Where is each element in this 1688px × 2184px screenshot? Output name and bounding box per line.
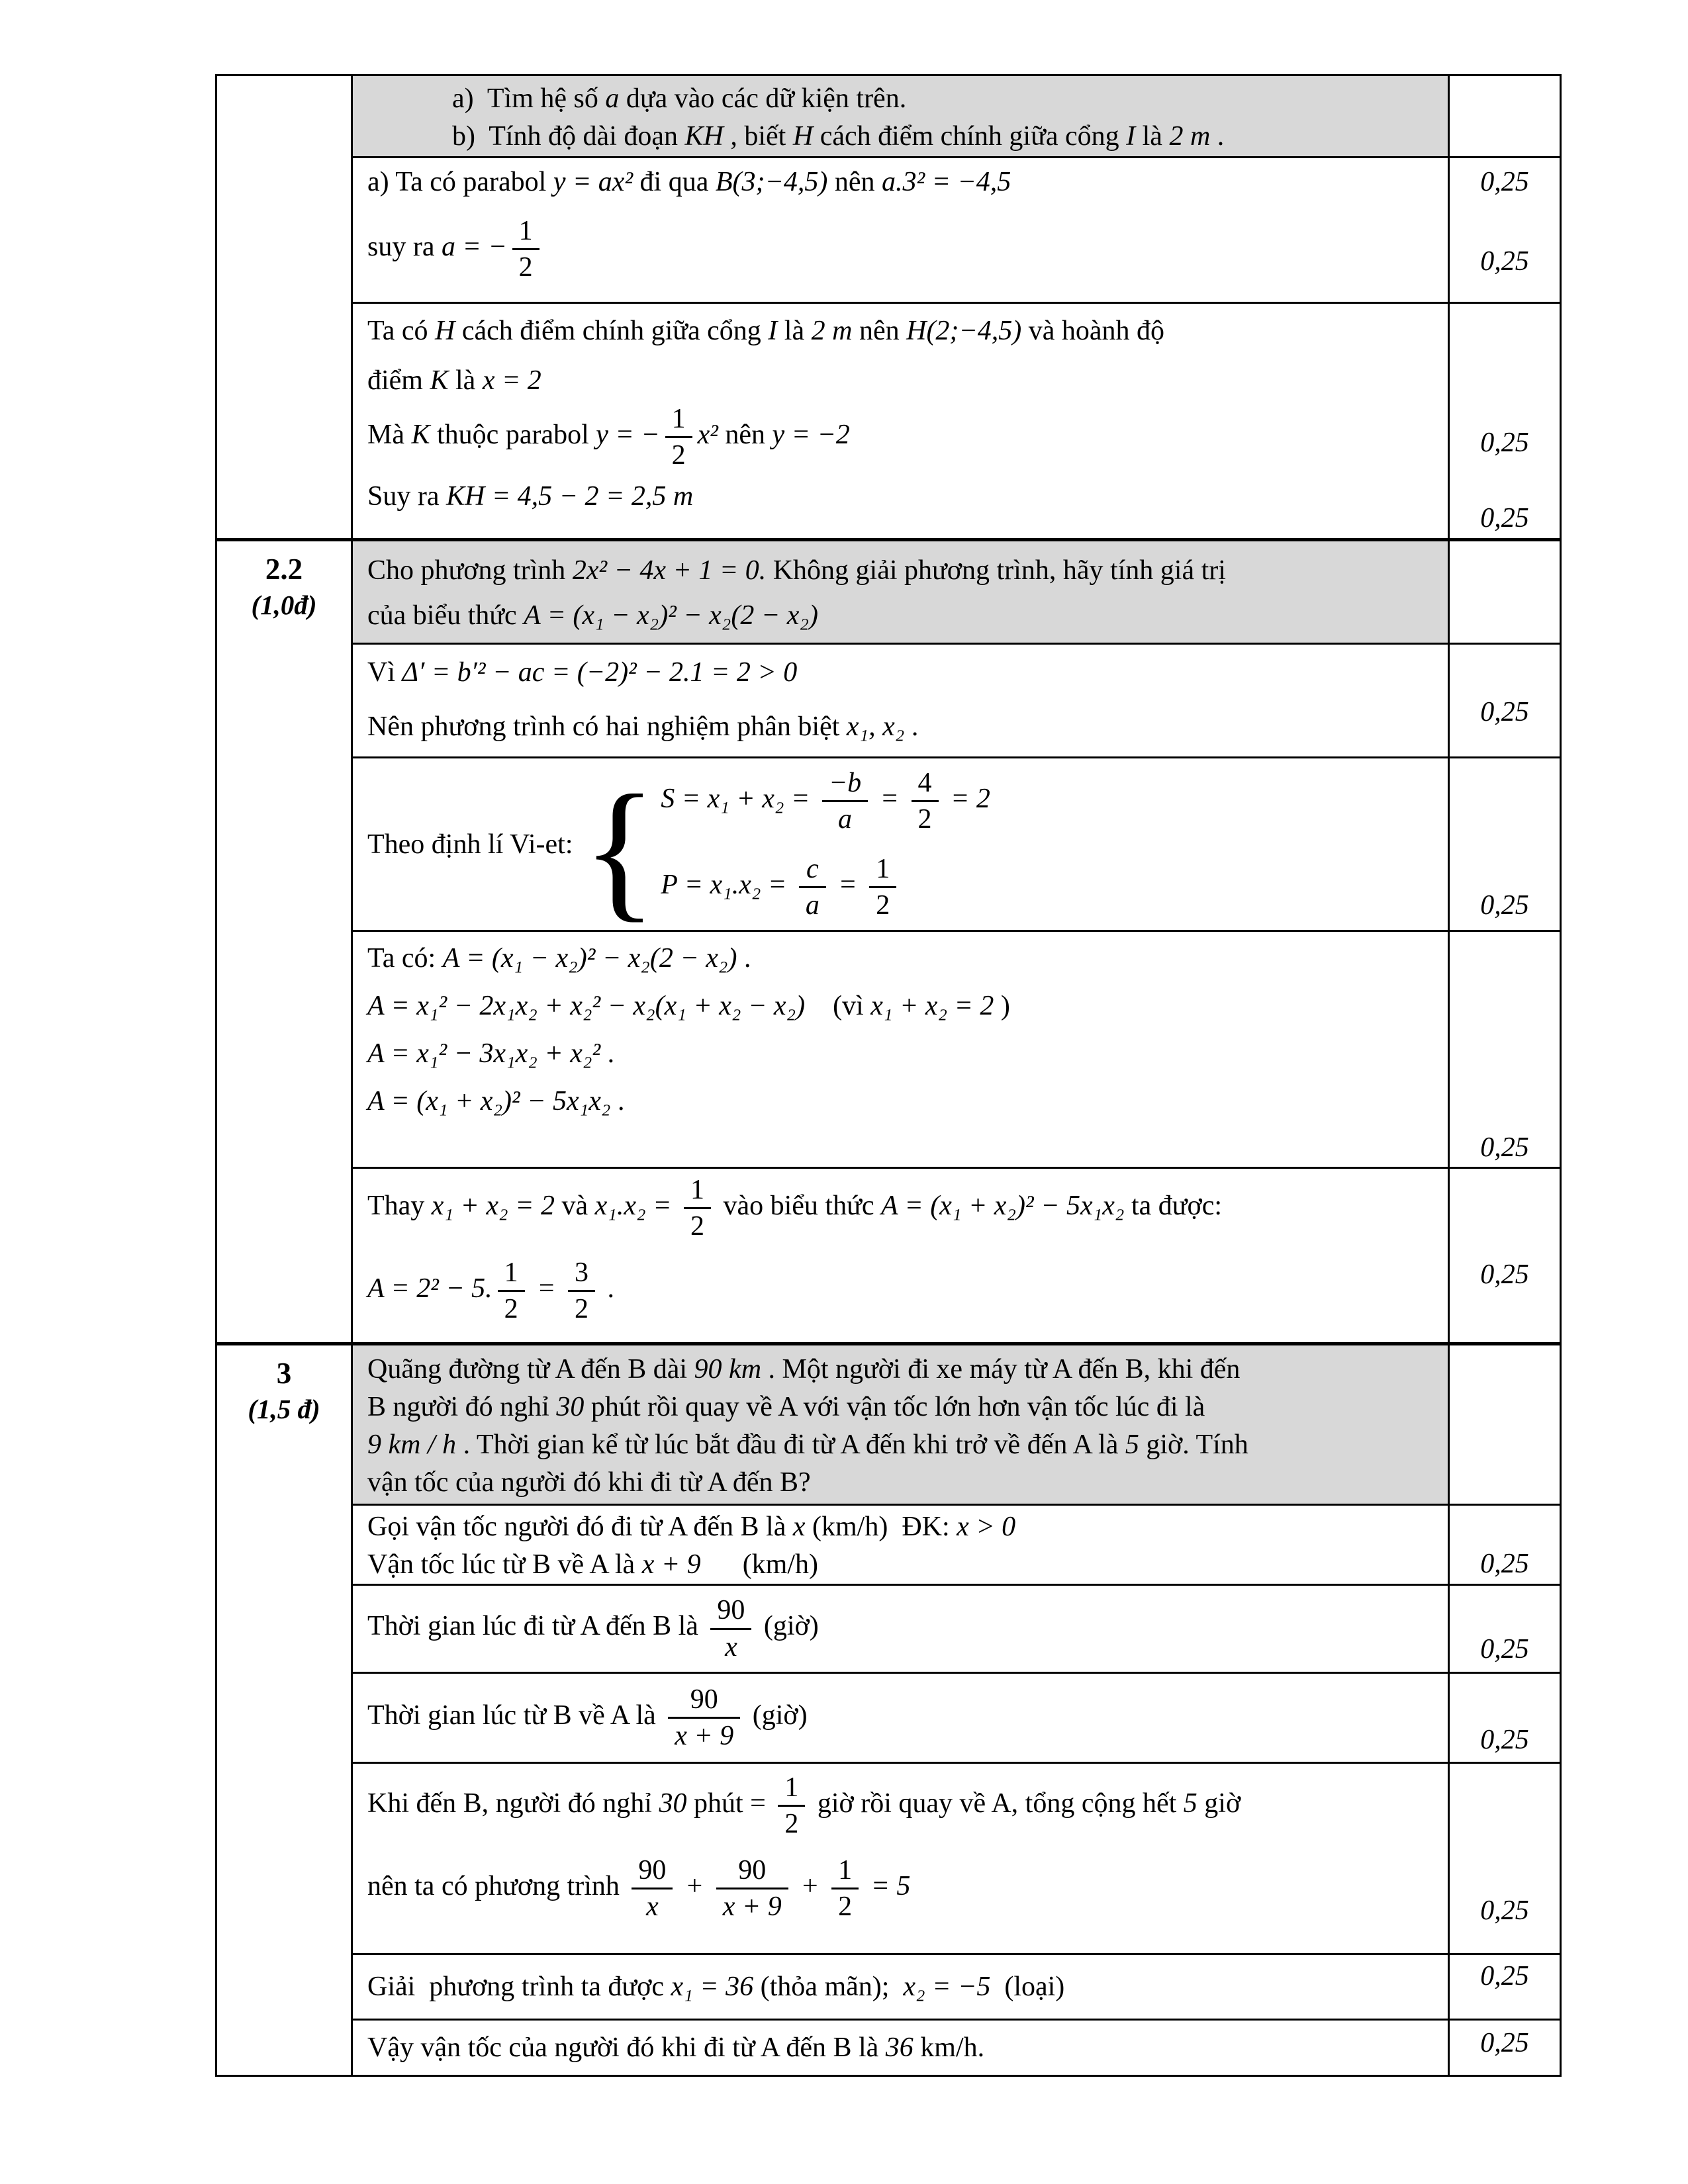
section-rows xyxy=(353,541,1560,1342)
fraction xyxy=(568,1257,595,1325)
line xyxy=(367,2032,1442,2064)
fraction-numerator: c xyxy=(799,853,826,888)
question-points: (1,5 đ) xyxy=(248,1394,320,1424)
text-segment: Ta có: xyxy=(367,943,443,974)
math-segment: x₁ + x₂ = 2 xyxy=(870,991,994,1021)
math-segment: H xyxy=(792,121,814,152)
table-row-solution xyxy=(353,1953,1560,2019)
text-segment: và xyxy=(554,1191,595,1222)
line xyxy=(367,593,1442,638)
points-cell xyxy=(1450,645,1560,756)
fraction-denominator: 2 xyxy=(876,889,890,921)
content-cell xyxy=(353,645,1450,756)
content-cell xyxy=(353,932,1450,1167)
fraction-numerator: 1 xyxy=(831,1854,859,1889)
text-segment: . xyxy=(737,943,751,974)
fraction-numerator: 1 xyxy=(684,1174,711,1209)
table-row-solution xyxy=(353,1584,1560,1672)
fraction xyxy=(710,1594,751,1662)
fraction xyxy=(512,215,539,283)
section-rows xyxy=(353,76,1560,538)
fraction-numerator: 90 xyxy=(710,1594,751,1629)
line xyxy=(367,990,1442,1022)
math-segment: K xyxy=(411,420,430,451)
section-question-2-1-continued xyxy=(217,76,1560,538)
points-cell xyxy=(1450,1506,1560,1584)
line xyxy=(367,1594,1442,1662)
math-segment: I xyxy=(768,316,778,346)
table-row-solution xyxy=(353,302,1560,538)
math-segment: 5 xyxy=(1183,1788,1197,1819)
math-segment: 90 km xyxy=(694,1354,762,1385)
math-segment: K xyxy=(430,365,449,396)
fraction-denominator: 2 xyxy=(917,804,932,835)
content-cell xyxy=(353,1586,1450,1672)
fraction-denominator: 2 xyxy=(504,1294,518,1325)
content-cell xyxy=(353,1764,1450,1953)
table-row-solution xyxy=(353,1762,1560,1953)
text-segment: Khi đến B, người đó nghỉ xyxy=(367,1788,659,1819)
math-segment: A = (x₁ − x₂)² − x₂(2 − x₂) xyxy=(442,943,737,974)
points-value: 0,25 xyxy=(1480,428,1529,458)
text-segment: của biểu thức xyxy=(367,600,524,631)
text-segment: nên xyxy=(718,420,773,451)
content-cell xyxy=(353,158,1450,302)
math-segment: KH = 4,5 − 2 = 2,5 m xyxy=(446,481,694,512)
question-number: 3 xyxy=(276,1357,292,1390)
fraction-numerator: 1 xyxy=(869,853,896,888)
math-segment: = xyxy=(530,1273,563,1304)
line xyxy=(367,480,1442,512)
points-value: 0,25 xyxy=(1480,1725,1529,1755)
text-segment: Giải phương trình ta được xyxy=(367,1972,671,2002)
math-segment: Δ′ = b′² − ac = (−2)² − 2.1 = 2 > 0 xyxy=(402,657,798,688)
math-segment: KH xyxy=(684,121,724,152)
fraction xyxy=(716,1854,788,1923)
fraction xyxy=(912,767,939,835)
line xyxy=(367,657,1442,688)
content-cell xyxy=(353,1169,1450,1342)
table-row-solution xyxy=(353,2019,1560,2075)
content-cell xyxy=(353,1506,1450,1584)
math-segment: 5 xyxy=(1125,1430,1139,1460)
line xyxy=(367,1351,1442,1388)
fraction-numerator: 3 xyxy=(568,1257,595,1292)
math-segment: 2 m xyxy=(1169,121,1211,152)
math-segment: x xyxy=(792,1512,806,1542)
math-segment: 9 km / h xyxy=(367,1430,457,1460)
points-cell xyxy=(1450,304,1560,538)
text-segment: ) xyxy=(994,991,1010,1021)
line xyxy=(367,313,1442,349)
math-segment: x > 0 xyxy=(957,1512,1016,1542)
math-segment: x + 9 xyxy=(641,1549,701,1580)
math-segment: a = − xyxy=(441,232,507,263)
text-segment: (loại) xyxy=(990,1972,1065,2002)
text-segment: cách điểm chính giữa cổng xyxy=(455,316,769,346)
question-label-cell-empty xyxy=(217,76,353,538)
line xyxy=(367,215,1442,283)
math-segment: 2 m xyxy=(811,316,853,346)
line xyxy=(367,403,1442,471)
fraction xyxy=(684,1174,711,1242)
points-cell xyxy=(1450,1764,1560,1953)
equation-system xyxy=(661,767,990,921)
table-row-solution xyxy=(353,1672,1560,1762)
points-cell xyxy=(1450,158,1560,302)
text-segment: (giờ) xyxy=(757,1611,819,1642)
text-segment: Vậy vận tốc của người đó khi đi từ A đến B là xyxy=(367,2032,886,2063)
content-cell xyxy=(353,1955,1450,2019)
math-segment: = xyxy=(873,784,906,815)
content-cell xyxy=(353,541,1450,643)
text-segment: là xyxy=(777,316,812,346)
math-segment: 30 xyxy=(556,1392,585,1422)
fraction-denominator: 2 xyxy=(690,1211,704,1242)
line xyxy=(367,942,1442,974)
math-segment: x = 2 xyxy=(482,365,541,396)
fraction-denominator: 2 xyxy=(784,1809,799,1840)
text-segment: phút = xyxy=(686,1788,773,1819)
text-segment: Theo định lí Vi-et: xyxy=(367,829,573,860)
content-cell xyxy=(353,2021,1450,2075)
math-segment: S = x₁ + x₂ = xyxy=(661,784,817,815)
text-segment: (vì xyxy=(805,991,871,1021)
text-segment: Nên phương trình có hai nghiệm phân biệt xyxy=(367,711,847,742)
math-segment: A = (x₁ − x₂)² − x₂(2 − x₂) xyxy=(524,600,818,631)
table-row-statement xyxy=(353,1345,1560,1504)
line xyxy=(661,767,990,835)
text-segment: Vận tốc lúc từ B về A là xyxy=(367,1549,642,1580)
math-segment: = 5 xyxy=(864,1871,911,1902)
table-row-solution xyxy=(353,1504,1560,1584)
text-segment: dựa vào các dữ kiện trên. xyxy=(619,83,907,114)
math-segment: x₁.x₂ = xyxy=(594,1191,679,1222)
text-segment: thuộc parabol xyxy=(430,420,596,451)
fraction xyxy=(831,1854,859,1923)
content-cell xyxy=(353,76,1450,156)
fraction-numerator: 90 xyxy=(632,1854,673,1889)
text-segment: là xyxy=(448,365,483,396)
points-cell xyxy=(1450,1169,1560,1342)
text-segment: a) Tìm hệ số xyxy=(452,83,606,114)
question-points: (1,0đ) xyxy=(251,590,317,620)
table-row-solution xyxy=(353,156,1560,302)
fraction xyxy=(498,1257,525,1325)
fraction-numerator: 1 xyxy=(512,215,539,250)
points-cell xyxy=(1450,76,1560,156)
points-value: 0,25 xyxy=(1480,1961,1529,1991)
fraction-denominator: x xyxy=(646,1891,659,1923)
points-cell xyxy=(1450,1586,1560,1672)
fraction-numerator: 1 xyxy=(665,403,692,438)
question-label-cell xyxy=(217,1345,353,2075)
points-cell xyxy=(1450,758,1560,930)
fraction-denominator: 2 xyxy=(575,1294,589,1325)
math-segment: I xyxy=(1126,121,1136,152)
math-segment: 30 xyxy=(659,1788,687,1819)
section-question-3 xyxy=(217,1342,1560,2075)
math-segment: + xyxy=(793,1871,827,1902)
points-value: 0,25 xyxy=(1480,890,1529,921)
math-segment: x₁, x₂ xyxy=(846,711,905,742)
line xyxy=(367,1174,1442,1242)
text-segment: km/h. xyxy=(913,2032,985,2063)
line xyxy=(367,1971,1442,2003)
text-segment: . Một người đi xe máy từ A đến B, khi đến xyxy=(761,1354,1241,1385)
text-segment: Gọi vận tốc người đó đi từ A đến B là xyxy=(367,1512,793,1542)
system-brace: { xyxy=(582,762,657,935)
text-segment: B người đó nghỉ xyxy=(367,1392,557,1422)
text-segment: ta được: xyxy=(1124,1191,1223,1222)
fraction xyxy=(668,1684,740,1752)
line xyxy=(367,166,1442,198)
math-segment: A = x₁² − 3x₁x₂ + x₂² xyxy=(367,1038,601,1069)
math-segment: = 2 xyxy=(943,784,990,815)
table-row-solution xyxy=(353,1167,1560,1342)
points-cell xyxy=(1450,541,1560,643)
question-label-cell xyxy=(217,541,353,1342)
fraction-numerator: 1 xyxy=(498,1257,525,1292)
line xyxy=(367,548,1442,593)
line xyxy=(367,1508,1442,1546)
math-segment: a.3² = −4,5 xyxy=(881,167,1011,197)
math-segment: a xyxy=(605,83,620,114)
text-segment: đi qua xyxy=(633,167,716,197)
text-segment: vận tốc của người đó khi đi từ A đến B? xyxy=(367,1467,811,1498)
points-cell xyxy=(1450,2021,1560,2075)
line xyxy=(367,1464,1442,1502)
line xyxy=(367,365,1442,396)
math-segment: A = 2² − 5. xyxy=(367,1273,492,1304)
text-segment: (km/h) ĐK: xyxy=(805,1512,957,1542)
content-cell xyxy=(353,304,1450,538)
fraction xyxy=(799,853,826,921)
grading-table xyxy=(215,74,1562,2077)
math-segment: A = (x₁ + x₂)² − 5x₁x₂ xyxy=(367,1086,611,1116)
fraction-denominator: a xyxy=(837,804,852,835)
points-cell xyxy=(1450,1955,1560,2019)
math-segment: + xyxy=(678,1871,711,1902)
fraction-numerator: −b xyxy=(822,767,868,802)
line xyxy=(367,1546,1442,1584)
text-segment: phút rồi quay về A với vận tốc lớn hơn vận tốc lúc đi là xyxy=(584,1392,1205,1422)
fraction xyxy=(869,853,896,921)
line xyxy=(367,1772,1442,1840)
math-segment: B(3;−4,5) xyxy=(715,167,828,197)
math-segment: y = − xyxy=(596,420,660,451)
points-value: 0,25 xyxy=(1480,503,1529,533)
points-cell xyxy=(1450,1345,1560,1504)
table-row-subquestions xyxy=(353,76,1560,156)
points-value: 0,25 xyxy=(1480,697,1529,727)
line xyxy=(661,853,990,921)
math-segment: x₁ = 36 xyxy=(671,1972,754,2002)
fraction xyxy=(665,403,692,471)
fraction-numerator: 1 xyxy=(778,1772,805,1807)
line xyxy=(367,1257,1442,1325)
fraction-numerator: 90 xyxy=(716,1854,788,1889)
fraction-denominator: x + 9 xyxy=(722,1891,782,1923)
table-row-solution xyxy=(353,643,1560,756)
points-value: 0,25 xyxy=(1480,1549,1529,1579)
text-segment: Thời gian lúc đi từ A đến B là xyxy=(367,1611,706,1642)
content-cell xyxy=(353,1674,1450,1762)
math-segment: 36 xyxy=(885,2032,914,2063)
math-segment: 2x² − 4x + 1 = 0. xyxy=(572,555,767,586)
line xyxy=(367,1038,1442,1069)
text-segment: Ta có xyxy=(367,316,436,346)
text-segment: giờ. Tính xyxy=(1139,1430,1248,1460)
points-value: 0,25 xyxy=(1480,1895,1529,1926)
text-segment: nên ta có phương trình xyxy=(367,1871,627,1902)
line xyxy=(367,1388,1442,1426)
text-segment: giờ rồi quay về A, tổng cộng hết xyxy=(810,1788,1184,1819)
fraction-denominator: 2 xyxy=(518,252,533,283)
line xyxy=(367,1085,1442,1117)
points-cell xyxy=(1450,1674,1560,1762)
fraction xyxy=(822,767,868,835)
text-segment: Suy ra xyxy=(367,481,446,512)
text-segment: , biết xyxy=(723,121,793,152)
table-row-solution xyxy=(353,930,1560,1167)
text-segment: Cho phương trình xyxy=(367,555,573,586)
math-segment: A = (x₁ + x₂)² − 5x₁x₂ xyxy=(880,1191,1125,1222)
math-segment: A = x₁² − 2x₁x₂ + x₂² − x₂(x₁ + x₂ − x₂) xyxy=(367,991,806,1021)
text-segment: Thay xyxy=(367,1191,432,1222)
fraction-denominator: 2 xyxy=(671,440,686,471)
text-segment: nên xyxy=(852,316,907,346)
line xyxy=(452,80,1442,118)
math-segment: x₁ + x₂ = 2 xyxy=(431,1191,555,1222)
fraction-denominator: x xyxy=(725,1631,737,1662)
text-segment: Mà xyxy=(367,420,412,451)
section-question-2-2 xyxy=(217,538,1560,1342)
text-segment: . xyxy=(600,1038,615,1069)
text-segment: (giờ) xyxy=(745,1700,808,1731)
text-segment: giờ xyxy=(1197,1788,1241,1819)
text-segment: . xyxy=(904,711,919,742)
points-value: 0,25 xyxy=(1480,1259,1529,1290)
text-segment: và hoành độ xyxy=(1021,316,1165,346)
text-segment: (thỏa mãn); xyxy=(753,1972,904,2002)
math-segment: y = −2 xyxy=(772,420,850,451)
fraction-numerator: 4 xyxy=(912,767,939,802)
text-segment: (km/h) xyxy=(700,1549,818,1580)
math-segment: H xyxy=(435,316,455,346)
line xyxy=(367,1684,1442,1752)
math-segment: P = x₁.x₂ = xyxy=(661,869,794,900)
text-segment: nên xyxy=(827,167,882,197)
text-segment: a) Ta có parabol xyxy=(367,167,553,197)
text-segment: b) Tính độ dài đoạn xyxy=(452,121,685,152)
points-cell xyxy=(1450,932,1560,1167)
text-segment: Quãng đường từ A đến B dài xyxy=(367,1354,694,1385)
table-row-solution xyxy=(353,756,1560,935)
content-cell xyxy=(353,758,1450,935)
line xyxy=(367,1426,1442,1464)
points-value: 0,25 xyxy=(1480,246,1529,277)
table-row-statement xyxy=(353,541,1560,643)
text-segment: vào biểu thức xyxy=(716,1191,881,1222)
points-value: 0,25 xyxy=(1480,1634,1529,1664)
section-rows xyxy=(353,1345,1560,2075)
text-segment: Thời gian lúc từ B về A là xyxy=(367,1700,663,1731)
points-value: 0,25 xyxy=(1480,2028,1529,2058)
text-segment: . Thời gian kể từ lúc bắt đầu đi từ A đến khi trở về đến A là xyxy=(456,1430,1125,1460)
points-value: 0,25 xyxy=(1480,1132,1529,1163)
math-segment: x₂ = −5 xyxy=(903,1972,991,2002)
question-number: 2.2 xyxy=(265,553,303,586)
fraction-denominator: x + 9 xyxy=(675,1721,734,1751)
fraction-denominator: a xyxy=(805,889,820,921)
math-segment: = xyxy=(831,869,865,900)
points-value: 0,25 xyxy=(1480,167,1529,197)
line xyxy=(367,1854,1442,1923)
fraction-denominator: 2 xyxy=(838,1891,853,1923)
line xyxy=(452,118,1442,156)
text-segment: là xyxy=(1135,121,1170,152)
text-segment: . xyxy=(610,1086,625,1116)
math-segment: H(2;−4,5) xyxy=(906,316,1022,346)
fraction-numerator: 90 xyxy=(668,1684,740,1719)
fraction xyxy=(778,1772,805,1840)
math-segment: y = ax² xyxy=(553,167,633,197)
fraction xyxy=(632,1854,673,1923)
text-segment: . xyxy=(1210,121,1225,152)
text-segment: suy ra xyxy=(367,232,442,263)
math-segment: x² xyxy=(697,420,718,451)
text-segment: . xyxy=(600,1273,615,1304)
text-segment: Vì xyxy=(367,657,402,688)
text-segment: cách điểm chính giữa cổng xyxy=(813,121,1127,152)
content-cell xyxy=(353,1345,1450,1504)
line xyxy=(367,711,1442,743)
text-segment: Không giải phương trình, hãy tính giá trị xyxy=(766,555,1226,586)
text-segment: điểm xyxy=(367,365,430,396)
